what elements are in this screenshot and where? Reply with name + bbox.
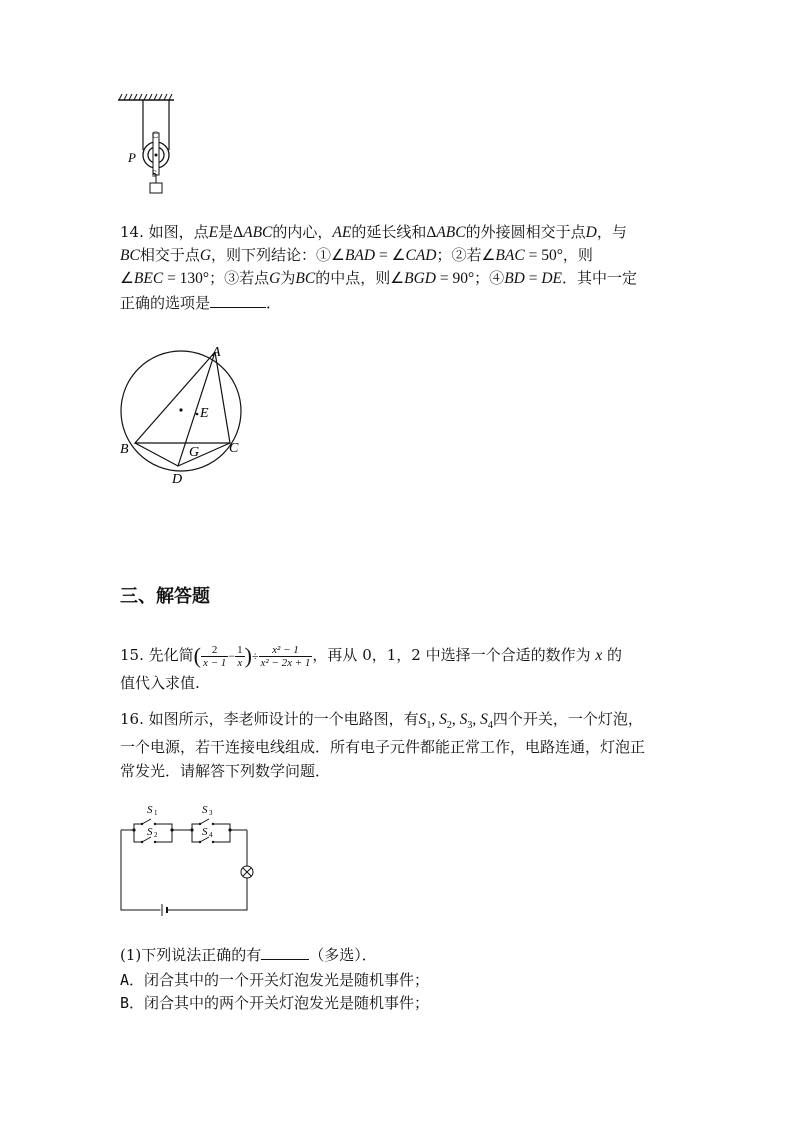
text: = 90° [435,270,475,287]
text: ．其中一定 [562,269,638,287]
option-a: A．闭合其中的一个开关灯泡发光是随机事件； [120,971,430,989]
text: 1 [426,720,432,731]
label-s2: S [147,826,153,838]
q16-sub1 [120,944,377,966]
text: （多选）． [309,946,377,964]
q14-line-2 [120,244,593,267]
text: x − 1 [202,656,227,669]
text: x² − 1 [259,644,313,657]
text: ，与 [596,223,627,241]
text: , [451,711,460,728]
text: 正确的选项是 [120,294,211,312]
text: 2 [201,644,228,657]
label-a: A [212,345,221,360]
section-title: 三、解答题 [120,586,210,607]
text: 如图，点 [148,223,209,241]
text: = 50° [524,247,563,264]
text: 的中点，则 [315,269,391,287]
text: E [208,224,219,241]
pulley-figure [118,92,190,202]
label-s3: S [202,804,208,816]
text: BGD [404,270,436,287]
text: ；②若 [436,246,482,264]
text: 一个电源，若干连接电线组成．所有电子元件都能正常工作，电路连通，灯泡正 [120,738,646,756]
answer-blank[interactable] [210,293,266,308]
text: 的延长线和 [351,223,427,241]
text: 是 [218,223,234,241]
text: ABC [243,224,273,241]
text: ∠ [331,247,345,264]
text: 先化简 [148,646,194,664]
q16-line-1 [120,708,643,737]
text: 的 [602,646,623,664]
text: BAD [344,247,376,264]
text: ∠ [481,247,496,264]
svg-text:C: C [152,130,159,140]
q15-line-2 [120,672,200,694]
text: G [269,270,281,287]
text: 常发光．请解答下列数学问题． [120,762,331,780]
q16-number: 16. [120,710,144,728]
text: Δ [426,224,437,241]
text: x² − 2x + 1 [260,656,311,669]
text: = 130° [163,270,210,287]
text: DE [541,270,563,287]
text: Δ [233,224,244,241]
text: 值代入求值. [120,674,200,692]
text: , [431,711,440,728]
text: = [375,247,392,264]
text: x [237,656,243,669]
text: S [439,711,447,728]
text: G [199,247,212,264]
q14-number: 14. [120,223,144,241]
text: D [585,224,597,241]
text: ，再从 0，1，2 中选择一个合适的数作为 [312,646,596,664]
text: 相交于点 [139,246,200,264]
label-s1: S [147,804,153,816]
text: BEC [133,270,164,287]
fraction [259,644,313,669]
text: 的内心， [272,223,333,241]
text: − [228,649,236,663]
text: ∠ [391,247,406,264]
text: S [480,711,488,728]
text: ∠ [120,270,134,287]
text: , [472,711,481,728]
text: 1 [237,643,243,656]
text: ；③若点 [209,269,270,287]
text: x [595,647,603,664]
q15-number: 15. [120,646,144,664]
text: AE [332,224,352,241]
q15-line-1 [120,642,622,669]
text: (1)下列说法正确的有 [120,946,262,964]
text: BD [504,270,525,287]
label-d: D [172,472,183,487]
text: S [418,711,427,728]
label-s3-sub: 3 [209,809,213,817]
text: ． [266,294,282,312]
q14-line-4 [120,292,281,314]
text: BAC [495,247,525,264]
label-e: E [200,406,209,421]
fraction [201,644,228,669]
answer-blank[interactable] [261,945,309,960]
paren-close: ) [244,643,252,668]
text: 4 [487,720,493,731]
label-s1-sub: 1 [154,809,158,817]
text: 的外接圆相交于点 [465,223,586,241]
text: BC [295,270,316,287]
text: ，则下列结论：① [211,246,332,264]
text: ABC [436,224,466,241]
label-s2-sub: 2 [154,831,158,839]
label-c: C [229,441,239,456]
fraction [235,644,245,669]
text: S [459,711,468,728]
text: 为 [280,269,296,287]
circuit-figure [114,798,254,916]
svg-text:S: S [152,169,158,179]
text: ÷ [251,649,259,663]
q14-line-1 [120,221,627,244]
label-g: G [189,445,200,460]
option-b: B．闭合其中的两个开关灯泡发光是随机事件； [120,994,430,1012]
q14-line-3 [120,267,637,290]
paren-open: ( [193,643,201,668]
text: 2 [446,720,452,731]
q16-line-3 [120,760,330,782]
text: = [524,270,542,287]
circle-geometry-figure [112,340,257,488]
text: ；④ [474,269,505,287]
text: ，则 [562,246,593,264]
q16-line-2 [120,736,645,758]
label-p: P [128,150,136,165]
label-b: B [120,442,129,457]
label-s4: S [202,826,208,838]
text: BC [120,247,140,264]
text: CAD [405,247,437,264]
text: 四个开关，一个灯泡， [492,710,643,728]
text: 3 [467,720,473,731]
text: ∠ [390,270,405,287]
text: 如图所示，李老师设计的一个电路图，有 [148,710,419,728]
label-s4-sub: 4 [209,831,213,839]
